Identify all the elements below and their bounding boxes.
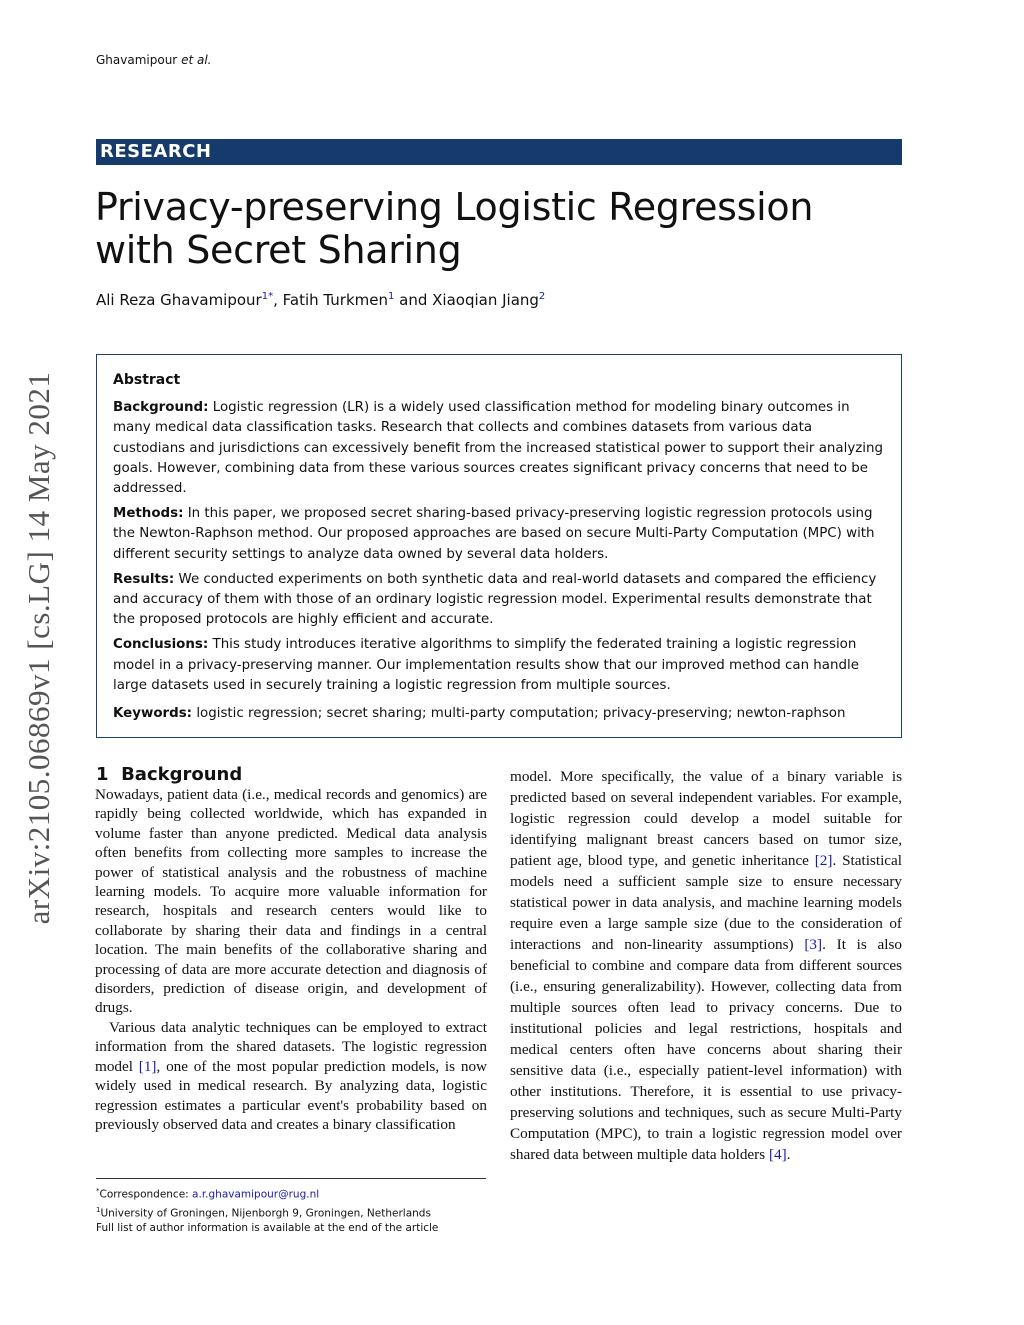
author-separator: and <box>394 291 433 309</box>
footnotes <box>96 1184 496 1236</box>
section-number: 1 <box>96 764 109 785</box>
body-text: Various data analytic techniques can be employed to extract information from the shared datasets. The logistic regression model <box>95 1018 487 1075</box>
body-text: . Statistical models need a sufficient sample size to ensure necessary statistical power in data analysis, and machine learning models require even a large sample size (due to the consideration of interactions and non-linearity assumptions) <box>510 852 902 953</box>
abstract-label: Keywords: <box>113 706 193 722</box>
citation-link[interactable]: [3] <box>804 936 823 953</box>
abstract-label: Results: <box>113 571 175 587</box>
citation-link[interactable]: [1] <box>138 1057 157 1075</box>
footnote-full-list: Full list of author information is available at the end of the article <box>96 1222 439 1234</box>
abstract-label: Methods: <box>113 506 184 522</box>
author-name: Xiaoqian Jiang <box>432 291 539 309</box>
footnote-affiliation <box>96 1203 496 1222</box>
arxiv-identifier: arXiv:2105.06869v1 [cs.LG] 14 May 2021 <box>21 371 56 925</box>
abstract-background <box>113 398 885 499</box>
footnote-label: Correspondence: <box>99 1188 193 1201</box>
body-column-left <box>95 785 487 1134</box>
abstract-keywords <box>113 704 885 724</box>
running-head <box>96 53 211 67</box>
paper-title: Privacy-preserving Logistic Regression with Secret Sharing <box>95 185 814 272</box>
correspondence-email-link[interactable]: a.r.ghavamipour@rug.nl <box>192 1188 320 1201</box>
body-text: . <box>786 1146 791 1163</box>
body-column-right <box>510 766 902 1165</box>
abstract-text: This study introduces iterative algorithms to simplify the federated training a logistic regression model in a privacy-preserving manner. Our implementation results show that our improved method can handle large datasets used in securely training a logistic regression from multiple sources. <box>113 637 859 693</box>
abstract-conclusions <box>113 635 885 696</box>
abstract-results <box>113 570 885 631</box>
section-title: Background <box>121 764 243 785</box>
abstract-text: We conducted experiments on both synthetic data and real-world datasets and compared the efficiency and accuracy of them with those of an ordinary logistic regression model. Experimental results demonstrate that the proposed protocols are highly efficient and accurate. <box>113 571 877 628</box>
body-paragraph: Nowadays, patient data (i.e., medical records and genomics) are rapidly being collected worldwide, which has expanded in volume faster than anyone predicted. Medical data analysis often benefits from collecting more samples to increase the power of statistical analysis and the robustness of machine learning models. To acquire more valuable information for research, hospitals and research centers would like to collaborate by sharing their data and findings in a central location. The main benefits of the collaborative sharing and processing of data are more accurate detection and diagnosis of disorders, prediction of disease origin, and development of drugs. <box>95 786 487 1017</box>
body-text: , one of the most popular prediction models, is now widely used in medical research. By analyzing data, logistic regression estimates a particular event's probability based on previously observed data and creates a binary classification <box>95 1057 488 1133</box>
citation-link[interactable]: [4] <box>768 1146 787 1163</box>
abstract-methods <box>113 504 885 565</box>
body-text: model. More specifically, the value of a binary variable is predicted based on several independent variables. For example, logistic regression could develop a model suitable for identifying malignant breast cancers based on tumor size, patient age, blood type, and genetic inheritance <box>510 768 902 869</box>
author-list <box>96 291 545 309</box>
abstract-text: In this paper, we proposed secret sharing-based privacy-preserving logistic regression protocols using the Newton-Raphson method. Our proposed approaches are based on secure Multi-Party Computation (MPC) with different security settings to analyze data owned by several data holders. <box>113 506 875 562</box>
citation-link[interactable]: [2] <box>814 852 833 869</box>
author-name: Ali Reza Ghavamipour <box>96 291 262 309</box>
footnote-text: University of Groningen, Nijenborgh 9, Groningen, Netherlands <box>100 1207 431 1219</box>
abstract-box <box>96 354 902 738</box>
section-label-bar <box>96 139 902 165</box>
running-head-etal: et al. <box>181 53 212 67</box>
author-affiliation-mark[interactable]: 2 <box>538 291 546 302</box>
abstract-text: logistic regression; secret sharing; multi-party computation; privacy-preserving; newton-raphson <box>196 706 846 722</box>
running-head-author: Ghavamipour <box>96 53 178 67</box>
body-paragraph <box>510 766 902 1165</box>
body-paragraph <box>95 1018 487 1134</box>
section-label: RESEARCH <box>100 141 212 162</box>
author-separator: , <box>273 291 283 309</box>
abstract-label: Background: <box>113 400 209 416</box>
footnote-mark: * <box>96 1187 100 1195</box>
author-name: Fatih Turkmen <box>282 291 388 309</box>
arxiv-watermark <box>14 352 64 944</box>
footnote-divider <box>96 1178 486 1179</box>
section-heading <box>96 764 242 785</box>
abstract-label: Conclusions: <box>113 637 209 653</box>
footnote-correspondence <box>96 1184 496 1203</box>
author-affiliation-mark[interactable]: 1* <box>261 291 274 302</box>
footnote-mark: 1 <box>96 1205 101 1214</box>
body-text: . It is also beneficial to combine and compare data from different sources (i.e., ensuring generalizability). However, collecting data from multiple sources often lead to privacy concerns. Due to institutional policies and legal restrictions, hospitals and medical centers often have concerns about sharing their sensitive data (i.e., especially patient-level information) with other institutions. Therefore, it is essential to use privacy-preserving solutions and techniques, such as secure Multi-Party Computation (MPC), to train a logistic regression model over shared data between multiple data holders <box>510 936 902 1163</box>
abstract-heading: Abstract <box>113 372 181 388</box>
abstract-text: Logistic regression (LR) is a widely used classification method for modeling binary outcomes in many medical data classification tasks. Research that collects and combines datasets from various data custodians and jurisdictions can excessively benefit from the increased statistical power to support their analyzing goals. However, combining data from these various sources creates significant privacy concerns that need to be addressed. <box>113 400 883 497</box>
author-affiliation-mark[interactable]: 1 <box>388 291 395 302</box>
